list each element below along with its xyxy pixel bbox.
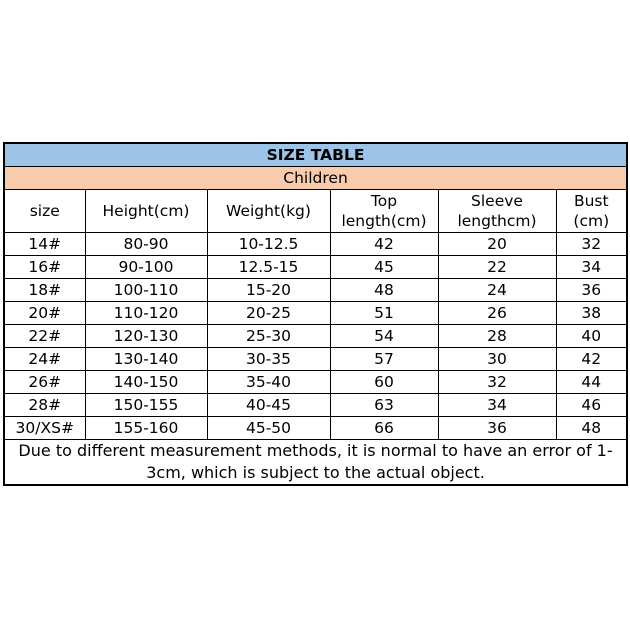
header-sleeve-length bbox=[438, 190, 556, 233]
cell-weight: 10-12.5 bbox=[207, 233, 330, 256]
header-height: Height(cm) bbox=[85, 190, 207, 233]
cell-top: 45 bbox=[330, 256, 438, 279]
header-bust-line2: (cm) bbox=[573, 212, 610, 230]
note-row bbox=[4, 440, 627, 486]
header-top-length bbox=[330, 190, 438, 233]
cell-sleeve: 30 bbox=[438, 348, 556, 371]
cell-size: 24# bbox=[4, 348, 85, 371]
cell-sleeve: 28 bbox=[438, 325, 556, 348]
cell-sleeve: 22 bbox=[438, 256, 556, 279]
cell-size: 28# bbox=[4, 394, 85, 417]
table-title: SIZE TABLE bbox=[4, 143, 627, 167]
cell-sleeve: 34 bbox=[438, 394, 556, 417]
cell-bust: 42 bbox=[556, 348, 627, 371]
cell-size: 14# bbox=[4, 233, 85, 256]
cell-size: 20# bbox=[4, 302, 85, 325]
table-row bbox=[4, 279, 627, 302]
cell-bust: 38 bbox=[556, 302, 627, 325]
cell-top: 60 bbox=[330, 371, 438, 394]
cell-sleeve: 26 bbox=[438, 302, 556, 325]
cell-top: 63 bbox=[330, 394, 438, 417]
cell-bust: 48 bbox=[556, 417, 627, 440]
header-sleeve-line2: lengthcm) bbox=[457, 212, 537, 230]
cell-height: 80-90 bbox=[85, 233, 207, 256]
cell-height: 130-140 bbox=[85, 348, 207, 371]
cell-bust: 32 bbox=[556, 233, 627, 256]
cell-height: 110-120 bbox=[85, 302, 207, 325]
table-row bbox=[4, 256, 627, 279]
cell-weight: 20-25 bbox=[207, 302, 330, 325]
cell-height: 155-160 bbox=[85, 417, 207, 440]
cell-sleeve: 20 bbox=[438, 233, 556, 256]
header-row bbox=[4, 190, 627, 233]
subtitle-row bbox=[4, 167, 627, 190]
cell-bust: 46 bbox=[556, 394, 627, 417]
cell-bust: 44 bbox=[556, 371, 627, 394]
header-size: size bbox=[4, 190, 85, 233]
cell-size: 30/XS# bbox=[4, 417, 85, 440]
cell-weight: 30-35 bbox=[207, 348, 330, 371]
cell-bust: 40 bbox=[556, 325, 627, 348]
table-row bbox=[4, 348, 627, 371]
header-top-line1: Top bbox=[370, 192, 398, 210]
measurement-note: Due to different measurement methods, it is normal to have an error of 1-3cm, which is subject to the actual object. bbox=[4, 440, 627, 486]
header-sleeve-line1: Sleeve bbox=[471, 192, 523, 210]
table-row bbox=[4, 233, 627, 256]
cell-height: 100-110 bbox=[85, 279, 207, 302]
title-row bbox=[4, 143, 627, 167]
size-table bbox=[3, 142, 628, 486]
cell-weight: 25-30 bbox=[207, 325, 330, 348]
table-subtitle: Children bbox=[4, 167, 627, 190]
cell-weight: 15-20 bbox=[207, 279, 330, 302]
cell-top: 57 bbox=[330, 348, 438, 371]
cell-sleeve: 32 bbox=[438, 371, 556, 394]
cell-weight: 45-50 bbox=[207, 417, 330, 440]
cell-weight: 40-45 bbox=[207, 394, 330, 417]
cell-top: 51 bbox=[330, 302, 438, 325]
cell-size: 22# bbox=[4, 325, 85, 348]
table-row bbox=[4, 325, 627, 348]
table-body bbox=[4, 233, 627, 440]
cell-sleeve: 24 bbox=[438, 279, 556, 302]
table-row bbox=[4, 371, 627, 394]
cell-weight: 35-40 bbox=[207, 371, 330, 394]
cell-height: 120-130 bbox=[85, 325, 207, 348]
cell-top: 54 bbox=[330, 325, 438, 348]
header-top-line2: length(cm) bbox=[341, 212, 427, 230]
cell-top: 48 bbox=[330, 279, 438, 302]
cell-bust: 34 bbox=[556, 256, 627, 279]
cell-weight: 12.5-15 bbox=[207, 256, 330, 279]
table-row bbox=[4, 394, 627, 417]
cell-size: 18# bbox=[4, 279, 85, 302]
cell-size: 26# bbox=[4, 371, 85, 394]
header-bust-line1: Bust bbox=[573, 192, 609, 210]
cell-height: 140-150 bbox=[85, 371, 207, 394]
cell-height: 150-155 bbox=[85, 394, 207, 417]
header-weight: Weight(kg) bbox=[207, 190, 330, 233]
cell-height: 90-100 bbox=[85, 256, 207, 279]
table-row bbox=[4, 417, 627, 440]
cell-sleeve: 36 bbox=[438, 417, 556, 440]
cell-size: 16# bbox=[4, 256, 85, 279]
table-row bbox=[4, 302, 627, 325]
header-bust bbox=[556, 190, 627, 233]
cell-top: 66 bbox=[330, 417, 438, 440]
cell-top: 42 bbox=[330, 233, 438, 256]
cell-bust: 36 bbox=[556, 279, 627, 302]
